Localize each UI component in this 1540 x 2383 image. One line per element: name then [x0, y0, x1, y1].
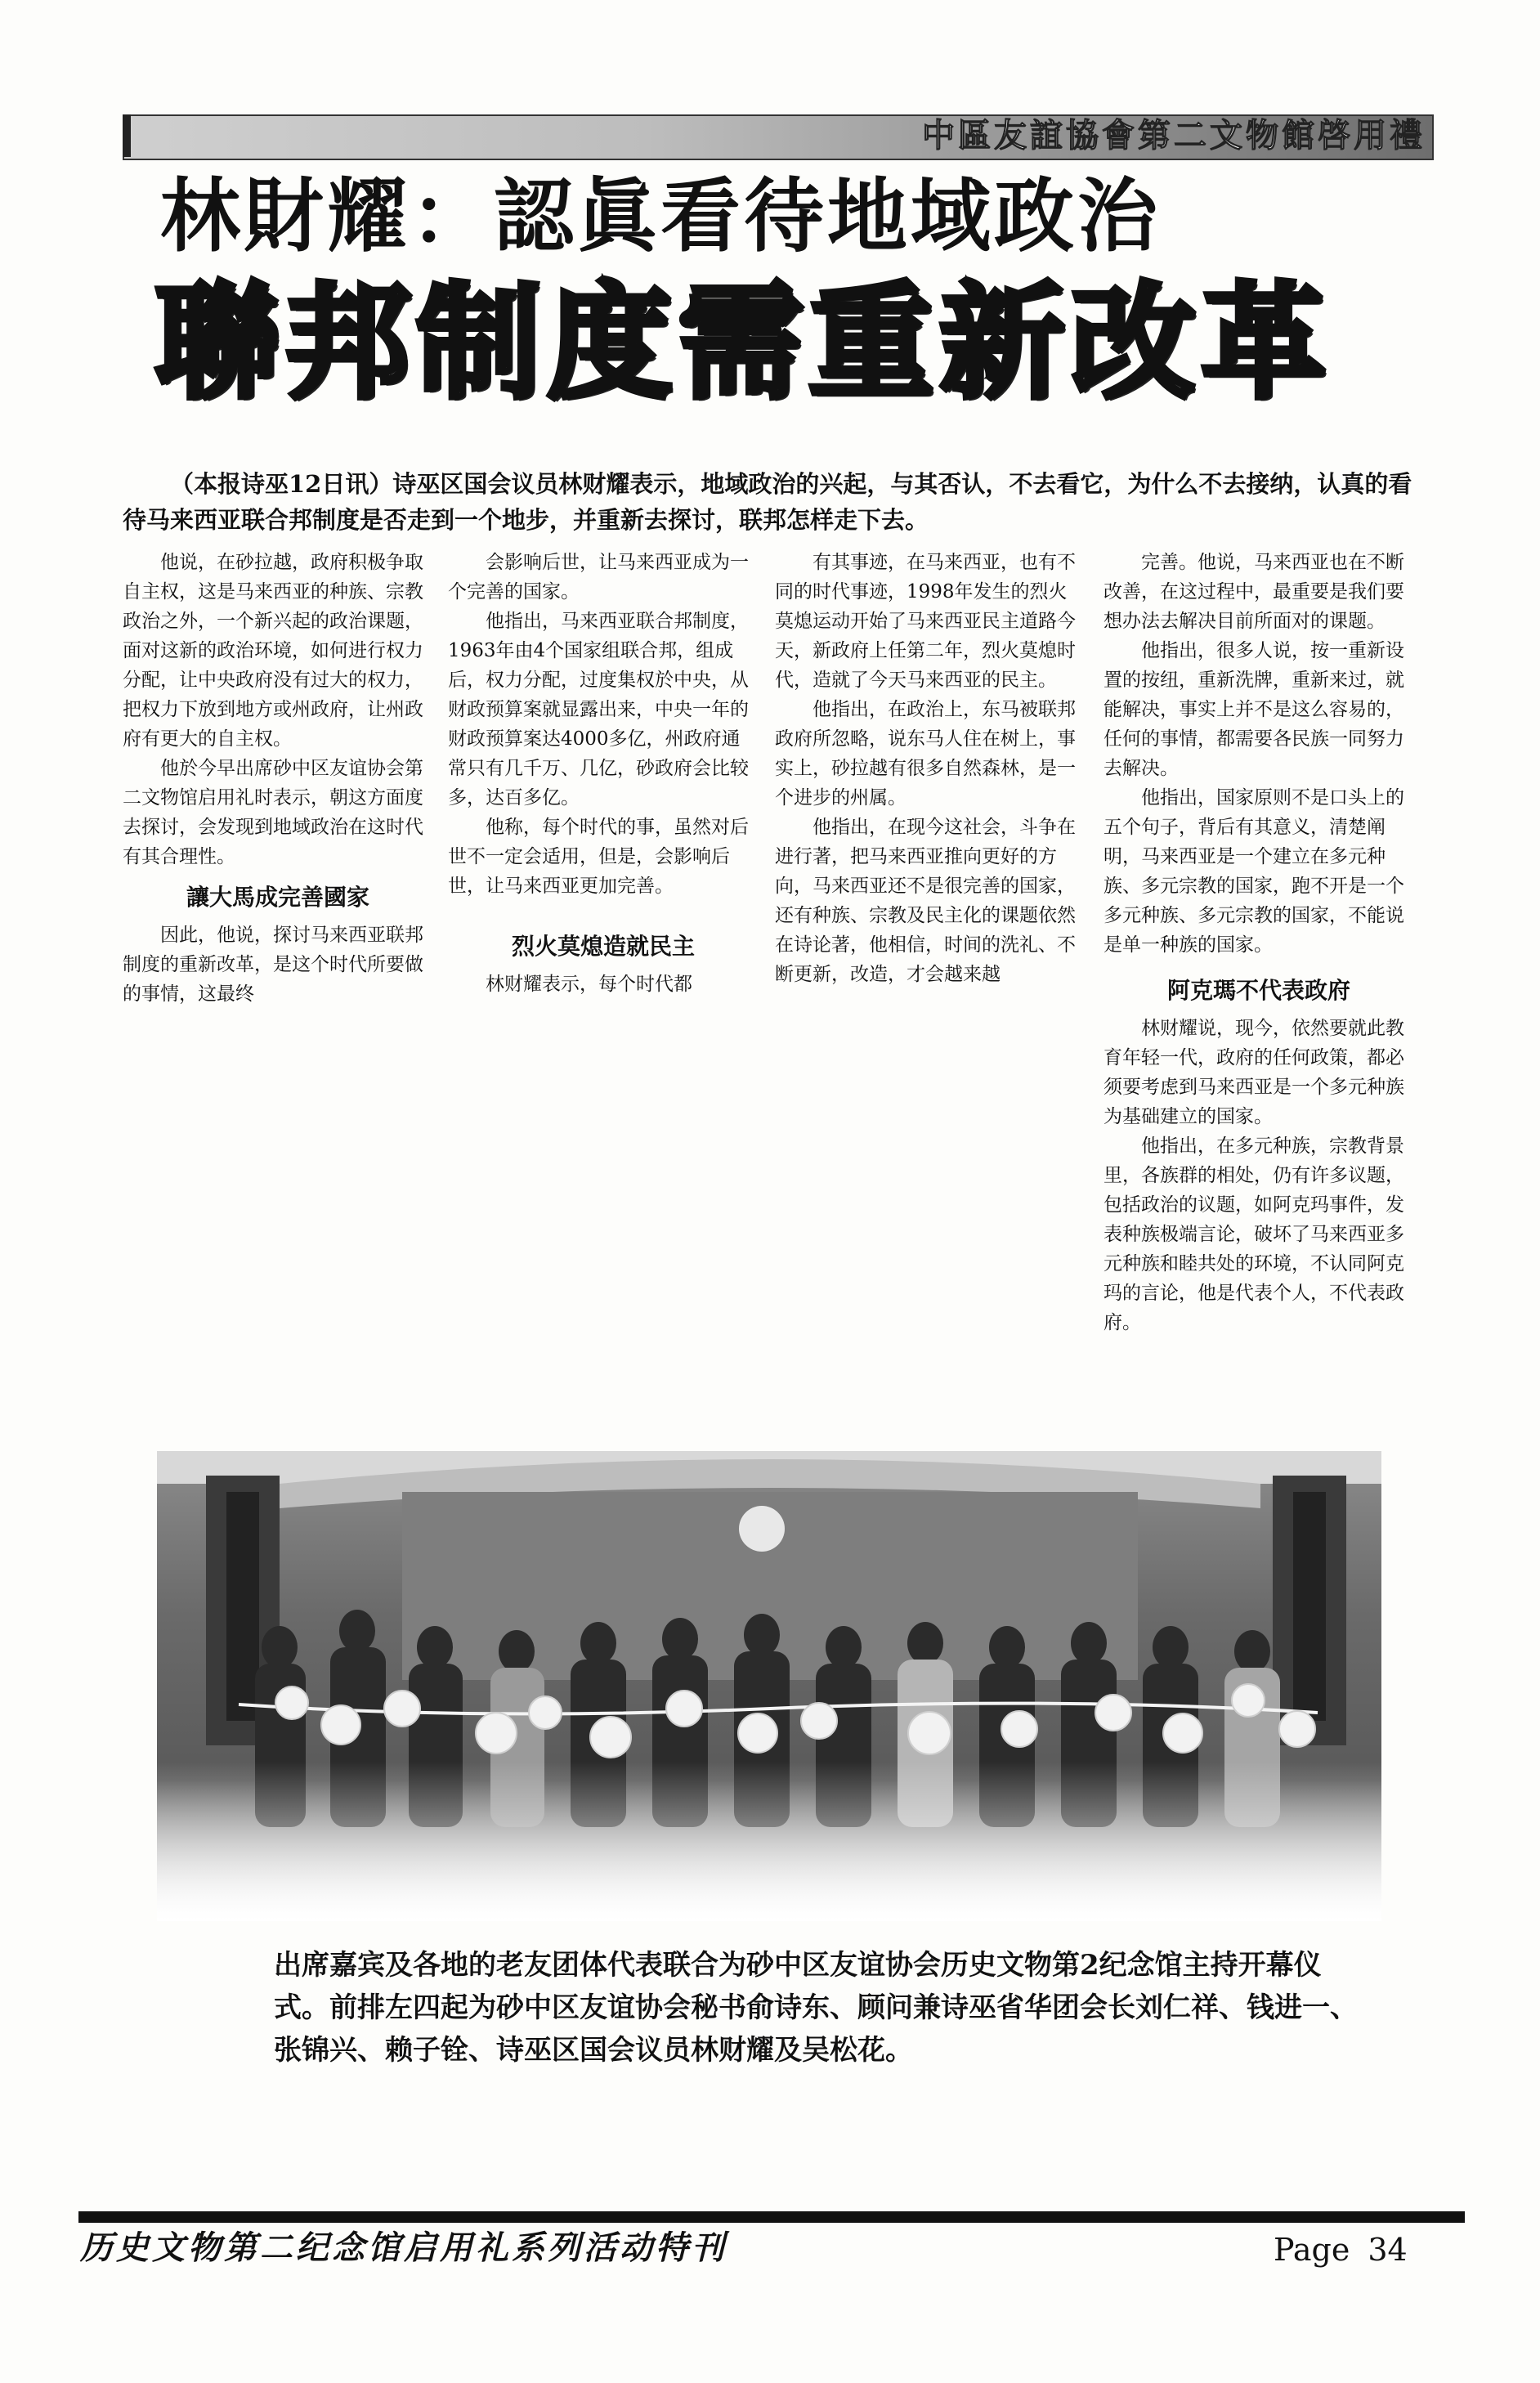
subheading: 讓大馬成完善國家: [186, 884, 369, 911]
article-column-2: [448, 548, 759, 999]
page-number-value: 34: [1368, 2232, 1408, 2268]
article-column-3: [775, 548, 1086, 989]
footer-publication-title: 历史文物第二纪念馆启用礼系列活动特刊: [80, 2228, 727, 2267]
paragraph: 他称，每个时代的事，虽然对后世不一定会适用，但是，会影响后世，让马来西亚更加完善。: [448, 817, 749, 897]
page-label: Page: [1274, 2232, 1350, 2268]
paragraph: 他指出，很多人说，按一重新设置的按纽，重新洗牌，重新来过，就能解决，事实上并不是这么容易的，任何的事情，都需要各民族一同努力去解决。: [1104, 640, 1404, 779]
paragraph: 他指出，在政治上，东马被联邦政府所忽略，说东马人住在树上，事实上，砂拉越有很多自然森林，是一个进步的州属。: [775, 699, 1076, 809]
banner-title: 中區友誼協會第二文物館啓用禮: [922, 117, 1426, 155]
paragraph: 会影响后世，让马来西亚成为一个完善的国家。: [448, 552, 749, 602]
article-column-1: [123, 548, 433, 1009]
paragraph: 因此，他说，探讨马来西亚联邦制度的重新改革，是这个时代所要做的事情，这最终: [123, 925, 423, 1005]
photo-caption: 出席嘉宾及各地的老友团体代表联合为砂中区友谊协会历史文物第2纪念馆主持开幕仪式。前排左四起为砂中区友谊协会秘书俞诗东、顾问兼诗巫省华团会长刘仁祥、钱进一、张锦兴、赖子铨、诗巫区国会议员林财耀及吴松花。: [274, 1949, 1358, 2067]
paragraph: 他指出，国家原则不是口头上的五个句子，背后有其意义，清楚阐明，马来西亚是一个建立在多元种族、多元宗教的国家，跑不开是一个多元种族、多元宗教的国家，不能说是单一种族的国家。: [1104, 787, 1404, 956]
footer-rule: [78, 2211, 1465, 2223]
paragraph: 他指出，在现今这社会，斗争在进行著，把马来西亚推向更好的方向，马来西亚还不是很完善的国家，还有种族、宗教及民主化的课题依然在诗论著，他相信，时间的洗礼、不断更新，改造，才会越来越: [775, 817, 1076, 985]
subheading: 阿克瑪不代表政府: [1166, 977, 1350, 1004]
paragraph: 他指出，马来西亚联合邦制度，1963年由4个国家组联合邦，组成后，权力分配，过度集权於中央，从财政预算案就显露出来，中央一年的财政预算案达4000多亿，州政府通常只有几千万、几亿，砂政府会比较多，达百多亿。: [448, 611, 749, 809]
paragraph: 完善。他说，马来西亚也在不断改善，在这过程中，最重要是我们要想办法去解决目前所面对的课题。: [1104, 552, 1404, 632]
paragraph: 有其事迹，在马来西亚，也有不同的时代事迹，1998年发生的烈火莫熄运动开始了马来西亚民主道路今天，新政府上任第二年，烈火莫熄时代，造就了今天马来西亚的民主。: [775, 552, 1076, 691]
paragraph: 林财耀表示，每个时代都: [486, 974, 692, 995]
headline-primary: 林財耀：認眞看待地域政治: [160, 169, 1162, 263]
paragraph: 他指出，在多元种族，宗教背景里，各族群的相处，仍有许多议题，包括政治的议题，如阿克玛事件，发表种族极端言论，破坏了马来西亚多元种族和睦共处的环境，不认同阿克玛的言论，他是代表个人，不代表政府。: [1104, 1136, 1404, 1333]
banner-accent-bar: [123, 114, 131, 157]
page-number: [1274, 2227, 1408, 2273]
paragraph: 他说，在砂拉越，政府积极争取自主权，这是马来西亚的种族、宗教政治之外，一个新兴起的政治课题，面对这新的政治环境，如何进行权力分配，让中央政府没有过大的权力，把权力下放到地方或州政府，让州政府有更大的自主权。: [123, 552, 423, 750]
ribbon-cutting-photo-image: [157, 1451, 1381, 1921]
headline-secondary: 聯邦制度需重新改革: [155, 271, 1332, 415]
article-lede: （本报诗巫12日讯）诗巫区国会议员林财耀表示，地域政治的兴起，与其否认，不去看它，为什么不去接纳，认真的看待马来西亚联合邦制度是否走到一个地步，并重新去探讨，联邦怎样走下去。: [123, 470, 1412, 534]
paragraph: 他於今早出席砂中区友谊协会第二文物馆启用礼时表示，朝这方面度去探讨，会发现到地域政治在这时代有其合理性。: [123, 758, 423, 867]
paragraph: 林财耀说，现今，依然要就此教育年轻一代，政府的任何政策，都必须要考虑到马来西亚是一个多元种族为基础建立的国家。: [1104, 1018, 1404, 1127]
subheading: 烈火莫熄造就民主: [511, 933, 695, 960]
article-column-4: [1104, 548, 1414, 1337]
